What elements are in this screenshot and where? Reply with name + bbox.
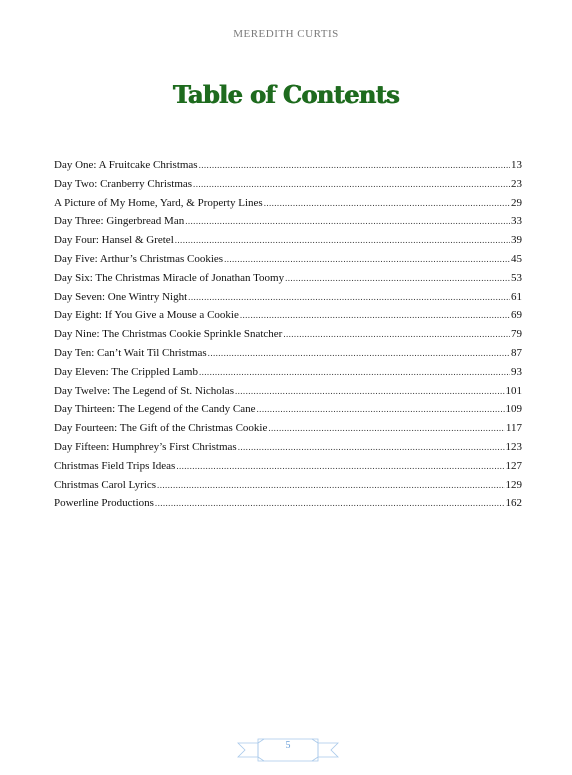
toc-entry[interactable]: [54, 344, 522, 363]
toc-entry-title: Day Seven: One Wintry Night: [54, 290, 188, 303]
running-header-author: MEREDITH CURTIS: [233, 28, 339, 40]
toc-entry-title: A Picture of My Home, Yard, & Property Lines: [54, 196, 263, 209]
toc-entry-title: Day Twelve: The Legend of St. Nicholas: [54, 384, 234, 397]
toc-dot-leader: [176, 457, 504, 476]
toc-entry[interactable]: [54, 288, 522, 307]
toc-dot-leader: [208, 344, 510, 363]
toc-dot-leader: [188, 288, 510, 307]
toc-entry-page-number: 53: [511, 271, 522, 284]
toc-entry-page-number: 45: [511, 252, 522, 265]
toc-entry-page-number: 23: [511, 177, 522, 190]
toc-entry-page-number: 13: [511, 159, 522, 171]
toc-entry[interactable]: [54, 363, 522, 382]
toc-entry-title: Day Ten: Can’t Wait Til Christmas: [54, 346, 207, 359]
toc-entry-title: Day Fifteen: Humphrey’s First Christmas: [54, 440, 237, 453]
toc-dot-leader: [283, 325, 510, 344]
toc-entry-page-number: 79: [511, 328, 522, 341]
toc-dot-leader: [157, 476, 504, 495]
toc-entry-page-number: 29: [511, 196, 522, 209]
toc-entry-page-number: 117: [505, 422, 522, 435]
toc-entry-page-number: 127: [505, 459, 522, 472]
toc-dot-leader: [199, 156, 510, 175]
toc-dot-leader: [268, 419, 505, 438]
toc-entry-page-number: 162: [505, 497, 522, 510]
toc-entry-title: Day One: A Fruitcake Christmas: [54, 159, 198, 171]
toc-entry-page-number: 129: [505, 478, 522, 491]
toc-entry-title: Christmas Carol Lyrics: [54, 478, 157, 491]
toc-entry[interactable]: [54, 250, 522, 269]
toc-entry-title: Day Thirteen: The Legend of the Candy Cane: [54, 403, 256, 416]
toc-dot-leader: [175, 231, 510, 250]
toc-dot-leader: [185, 212, 510, 231]
toc-entry[interactable]: [54, 156, 522, 175]
toc-entry-page-number: 101: [505, 384, 522, 397]
toc-entry-page-number: 109: [505, 403, 522, 416]
toc-entry-title: Christmas Field Trips Ideas: [54, 459, 176, 472]
toc-entry-title: Day Five: Arthur’s Christmas Cookies: [54, 252, 224, 265]
page-title: Table of Contents: [172, 80, 400, 109]
toc-entry[interactable]: [54, 269, 522, 288]
page-number: 5: [285, 740, 291, 751]
toc-entry-page-number: 87: [511, 346, 522, 359]
toc-entry-page-number: 93: [511, 365, 522, 378]
toc-dot-leader: [240, 306, 510, 325]
toc-dot-leader: [193, 175, 510, 194]
toc-entry[interactable]: [54, 438, 522, 457]
toc-entry[interactable]: [54, 212, 522, 231]
toc-dot-leader: [285, 269, 510, 288]
toc-dot-leader: [235, 382, 505, 401]
toc-entry-page-number: 123: [505, 440, 522, 453]
toc-entry-title: Day Three: Gingerbread Man: [54, 215, 185, 228]
toc-list: [54, 156, 522, 513]
toc-dot-leader: [224, 250, 510, 269]
toc-entry-page-number: 33: [511, 215, 522, 228]
toc-entry-title: Powerline Productions: [54, 497, 154, 510]
toc-entry-page-number: 69: [511, 309, 522, 322]
toc-entry[interactable]: [54, 400, 522, 419]
toc-entry-title: Day Nine: The Christmas Cookie Sprinkle Snatcher: [54, 328, 283, 341]
toc-entry-title: Day Fourteen: The Gift of the Christmas Cookie: [54, 422, 268, 435]
toc-dot-leader: [264, 194, 510, 213]
toc-dot-leader: [238, 438, 505, 457]
toc-entry-title: Day Two: Cranberry Christmas: [54, 177, 193, 190]
toc-entry-title: Day Eight: If You Give a Mouse a Cookie: [54, 309, 239, 322]
toc-entry[interactable]: [54, 325, 522, 344]
toc-entry[interactable]: [54, 457, 522, 476]
toc-entry[interactable]: [54, 476, 522, 495]
toc-dot-leader: [257, 400, 505, 419]
toc-entry-page-number: 39: [511, 234, 522, 247]
toc-entry[interactable]: [54, 175, 522, 194]
toc-entry[interactable]: [54, 306, 522, 325]
toc-entry[interactable]: [54, 382, 522, 401]
toc-entry-page-number: 61: [511, 290, 522, 303]
toc-entry-title: Day Four: Hansel & Gretel: [54, 234, 174, 247]
toc-entry[interactable]: [54, 494, 522, 513]
toc-entry-title: Day Six: The Christmas Miracle of Jonathan Toomy: [54, 271, 285, 284]
toc-dot-leader: [155, 494, 505, 513]
toc-dot-leader: [199, 363, 510, 382]
toc-entry[interactable]: [54, 194, 522, 213]
toc-entry[interactable]: [54, 231, 522, 250]
toc-entry-title: Day Eleven: The Crippled Lamb: [54, 365, 198, 378]
toc-entry[interactable]: [54, 419, 522, 438]
